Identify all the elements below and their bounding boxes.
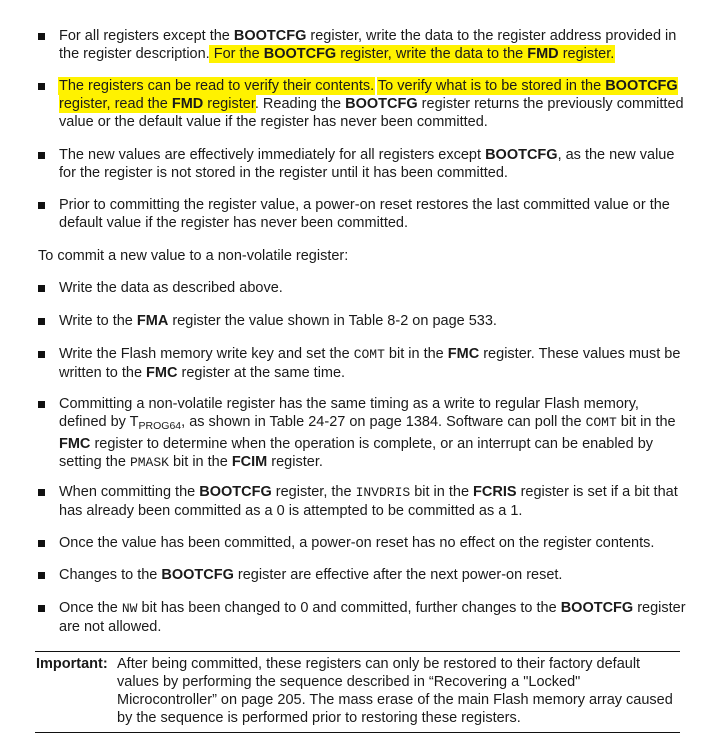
highlighted-text: To verify what is to be stored in the BOOTCFG register, read the FMD register — [59, 78, 678, 112]
divider-top — [35, 651, 680, 652]
list-item-text: Committing a non-volatile register has the same timing as a write to regular Flash memory, defined by $T_{PROG64}$, as shown in Table 24-27 on page 1384. Software can poll the COMT bit in the FMC register to determine when the operation is complete, or an interrupt can be enabled by setting the PMASK bit in the FCIM register. — [59, 396, 676, 470]
list-item-text: Prior to committing the register value, a power-on reset restores the last committed value or the default value if the register has never been committed. — [59, 197, 670, 231]
list-item — [38, 566, 688, 584]
bullet-marker — [38, 152, 45, 159]
list-item — [38, 483, 688, 520]
list-item-text: When committing the BOOTCFG register, the INVDRIS bit in the FCRIS register is set if a bit that has already been committed as a 0 is attempted to be committed as a 1. — [59, 484, 678, 519]
list-item-text: Once the value has been committed, a power-on reset has no effect on the register contents. — [59, 535, 655, 551]
list-item-text: For all registers except the BOOTCFG register, write the data to the register address provided in the register description. For the BOOTCFG register, write the data to the FMD register. — [59, 28, 677, 62]
divider-bottom — [35, 732, 680, 733]
important-note — [36, 655, 681, 727]
list-item — [38, 395, 688, 472]
list-item — [38, 279, 688, 297]
list-item-text: Once the NW bit has been changed to 0 and committed, further changes to the BOOTCFG register are not allowed. — [59, 600, 686, 635]
important-label: Important: — [36, 656, 108, 672]
list-item — [38, 196, 688, 232]
list-item-text: Write the data as described above. — [59, 280, 283, 296]
highlighted-text: The registers can be read to verify their contents. — [59, 78, 375, 94]
bullet-marker — [38, 540, 45, 547]
bullet-marker — [38, 83, 45, 90]
list-item — [38, 27, 688, 63]
list-item-text: Changes to the BOOTCFG register are effective after the next power-on reset. — [59, 567, 563, 583]
bullet-marker — [38, 489, 45, 496]
list-item-text: Write the Flash memory write key and set the COMT bit in the FMC register. These values must be written to the FMC register at the same time. — [59, 346, 681, 381]
bullet-marker — [38, 401, 45, 408]
bullet-marker — [38, 33, 45, 40]
bullet-marker — [38, 572, 45, 579]
list-item — [38, 146, 688, 182]
bullet-marker — [38, 605, 45, 612]
bullet-marker — [38, 202, 45, 209]
list-item-text: The new values are effectively immediately for all registers except BOOTCFG, as the new value for the register is not stored in the register until it has been committed. — [59, 147, 675, 181]
list-item-text: Write to the FMA register the value shown in Table 8-2 on page 533. — [59, 313, 497, 329]
list-item-text: The registers can be read to verify their contents. To verify what is to be stored in the BOOTCFG register, read the FMD register. Reading the BOOTCFG register returns the previously committed value or the default value if the register has never been committed. — [59, 78, 684, 130]
list-item — [38, 534, 688, 552]
bullet-marker — [38, 285, 45, 292]
list-item — [38, 599, 688, 636]
bullet-marker — [38, 351, 45, 358]
list-item — [38, 77, 688, 131]
important-text: After being committed, these registers can only be restored to their factory default values by performing the sequence described in “Recovering a "Locked" Microcontroller” on page 205. The mass erase of the main Flash memory array caused by the sequence is performed prior to restoring these registers. — [117, 656, 673, 726]
intro-paragraph: To commit a new value to a non-volatile register: — [38, 248, 349, 264]
list-item — [38, 312, 688, 330]
highlighted-text: For the BOOTCFG register, write the data to the FMD register. — [209, 46, 615, 62]
list-item — [38, 345, 688, 382]
bullet-marker — [38, 318, 45, 325]
